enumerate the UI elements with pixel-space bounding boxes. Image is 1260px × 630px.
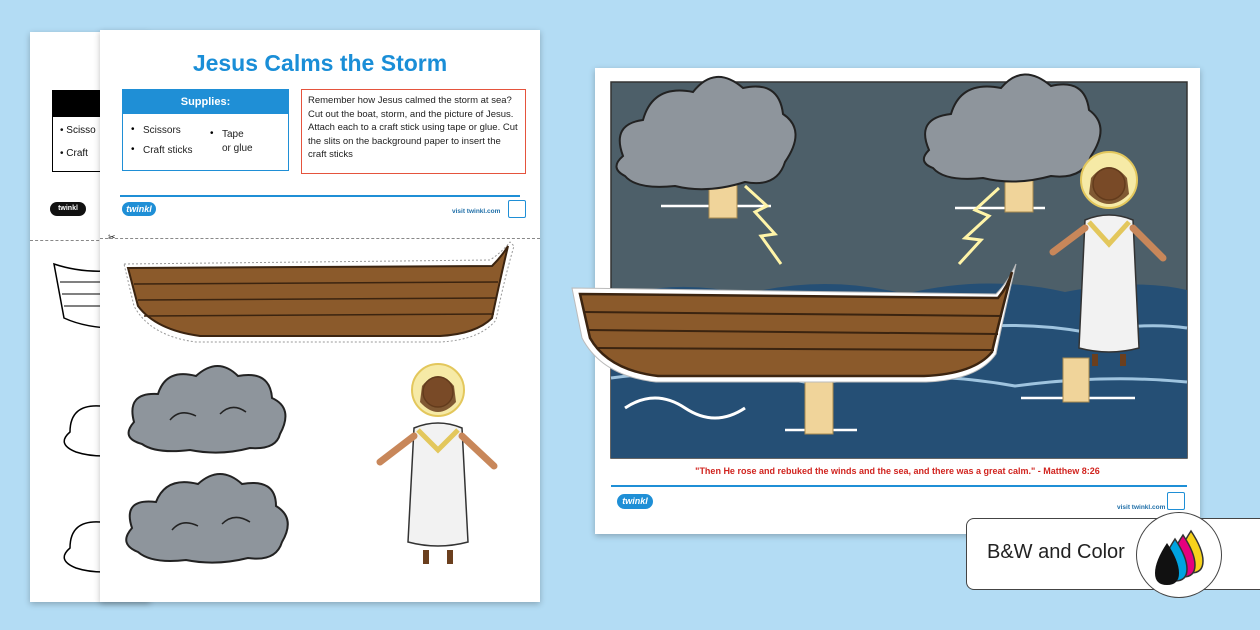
ink-drops-icon — [1136, 512, 1222, 598]
visit-link: visit twinkl.com — [1117, 504, 1166, 511]
visit-link: visit twinkl.com — [452, 208, 501, 215]
supplies-heading: Supplies: — [123, 90, 288, 114]
supply-item: Scissors — [143, 125, 181, 136]
jesus-robe — [1079, 215, 1139, 352]
bw-supply-item: • Craft — [60, 148, 88, 159]
cloud-cutout-bottom — [126, 474, 288, 563]
jesus-robe — [408, 423, 468, 546]
supply-item: Craft sticks — [143, 145, 193, 156]
supply-item: Tape — [222, 129, 244, 140]
bullet: • — [210, 128, 214, 139]
twinkl-logo: twinkl — [122, 202, 156, 216]
bible-quote: "Then He rose and rebuked the winds and the sea, and there was a great calm." - Matthew 8:26 — [695, 466, 1100, 476]
worksheet-title: Jesus Calms the Storm — [192, 50, 448, 76]
bullet: • — [131, 144, 135, 155]
color-worksheet-page — [100, 30, 540, 602]
bw-twinkl-logo: twinkl — [50, 202, 86, 216]
supply-item-continued: or glue — [222, 143, 253, 154]
bullet: • — [131, 124, 135, 135]
scissors-icon: ✂ — [108, 232, 116, 242]
format-label: B&W and Color — [987, 541, 1125, 563]
boat-cutout-overlay — [566, 258, 1026, 398]
twinkl-logo: twinkl — [617, 494, 653, 509]
twinkl-badge-icon — [1167, 492, 1185, 510]
ink-drops-graphic — [1137, 513, 1221, 597]
cloud-cutout-top — [129, 366, 286, 453]
jesus-feet — [426, 550, 450, 564]
boat — [580, 272, 1012, 376]
bw-supply-item: • Scisso — [60, 125, 96, 136]
boat-cutout — [128, 246, 508, 336]
craft-stick — [1063, 358, 1089, 402]
cutout-illustrations — [100, 30, 540, 602]
instructions-box: Remember how Jesus calmed the storm at sea? Cut out the boat, storm, and the picture of Jesus. Attach each to a craft stick using tape or glue. Cut the slits on the background paper to insert the craft sticks — [301, 89, 526, 174]
